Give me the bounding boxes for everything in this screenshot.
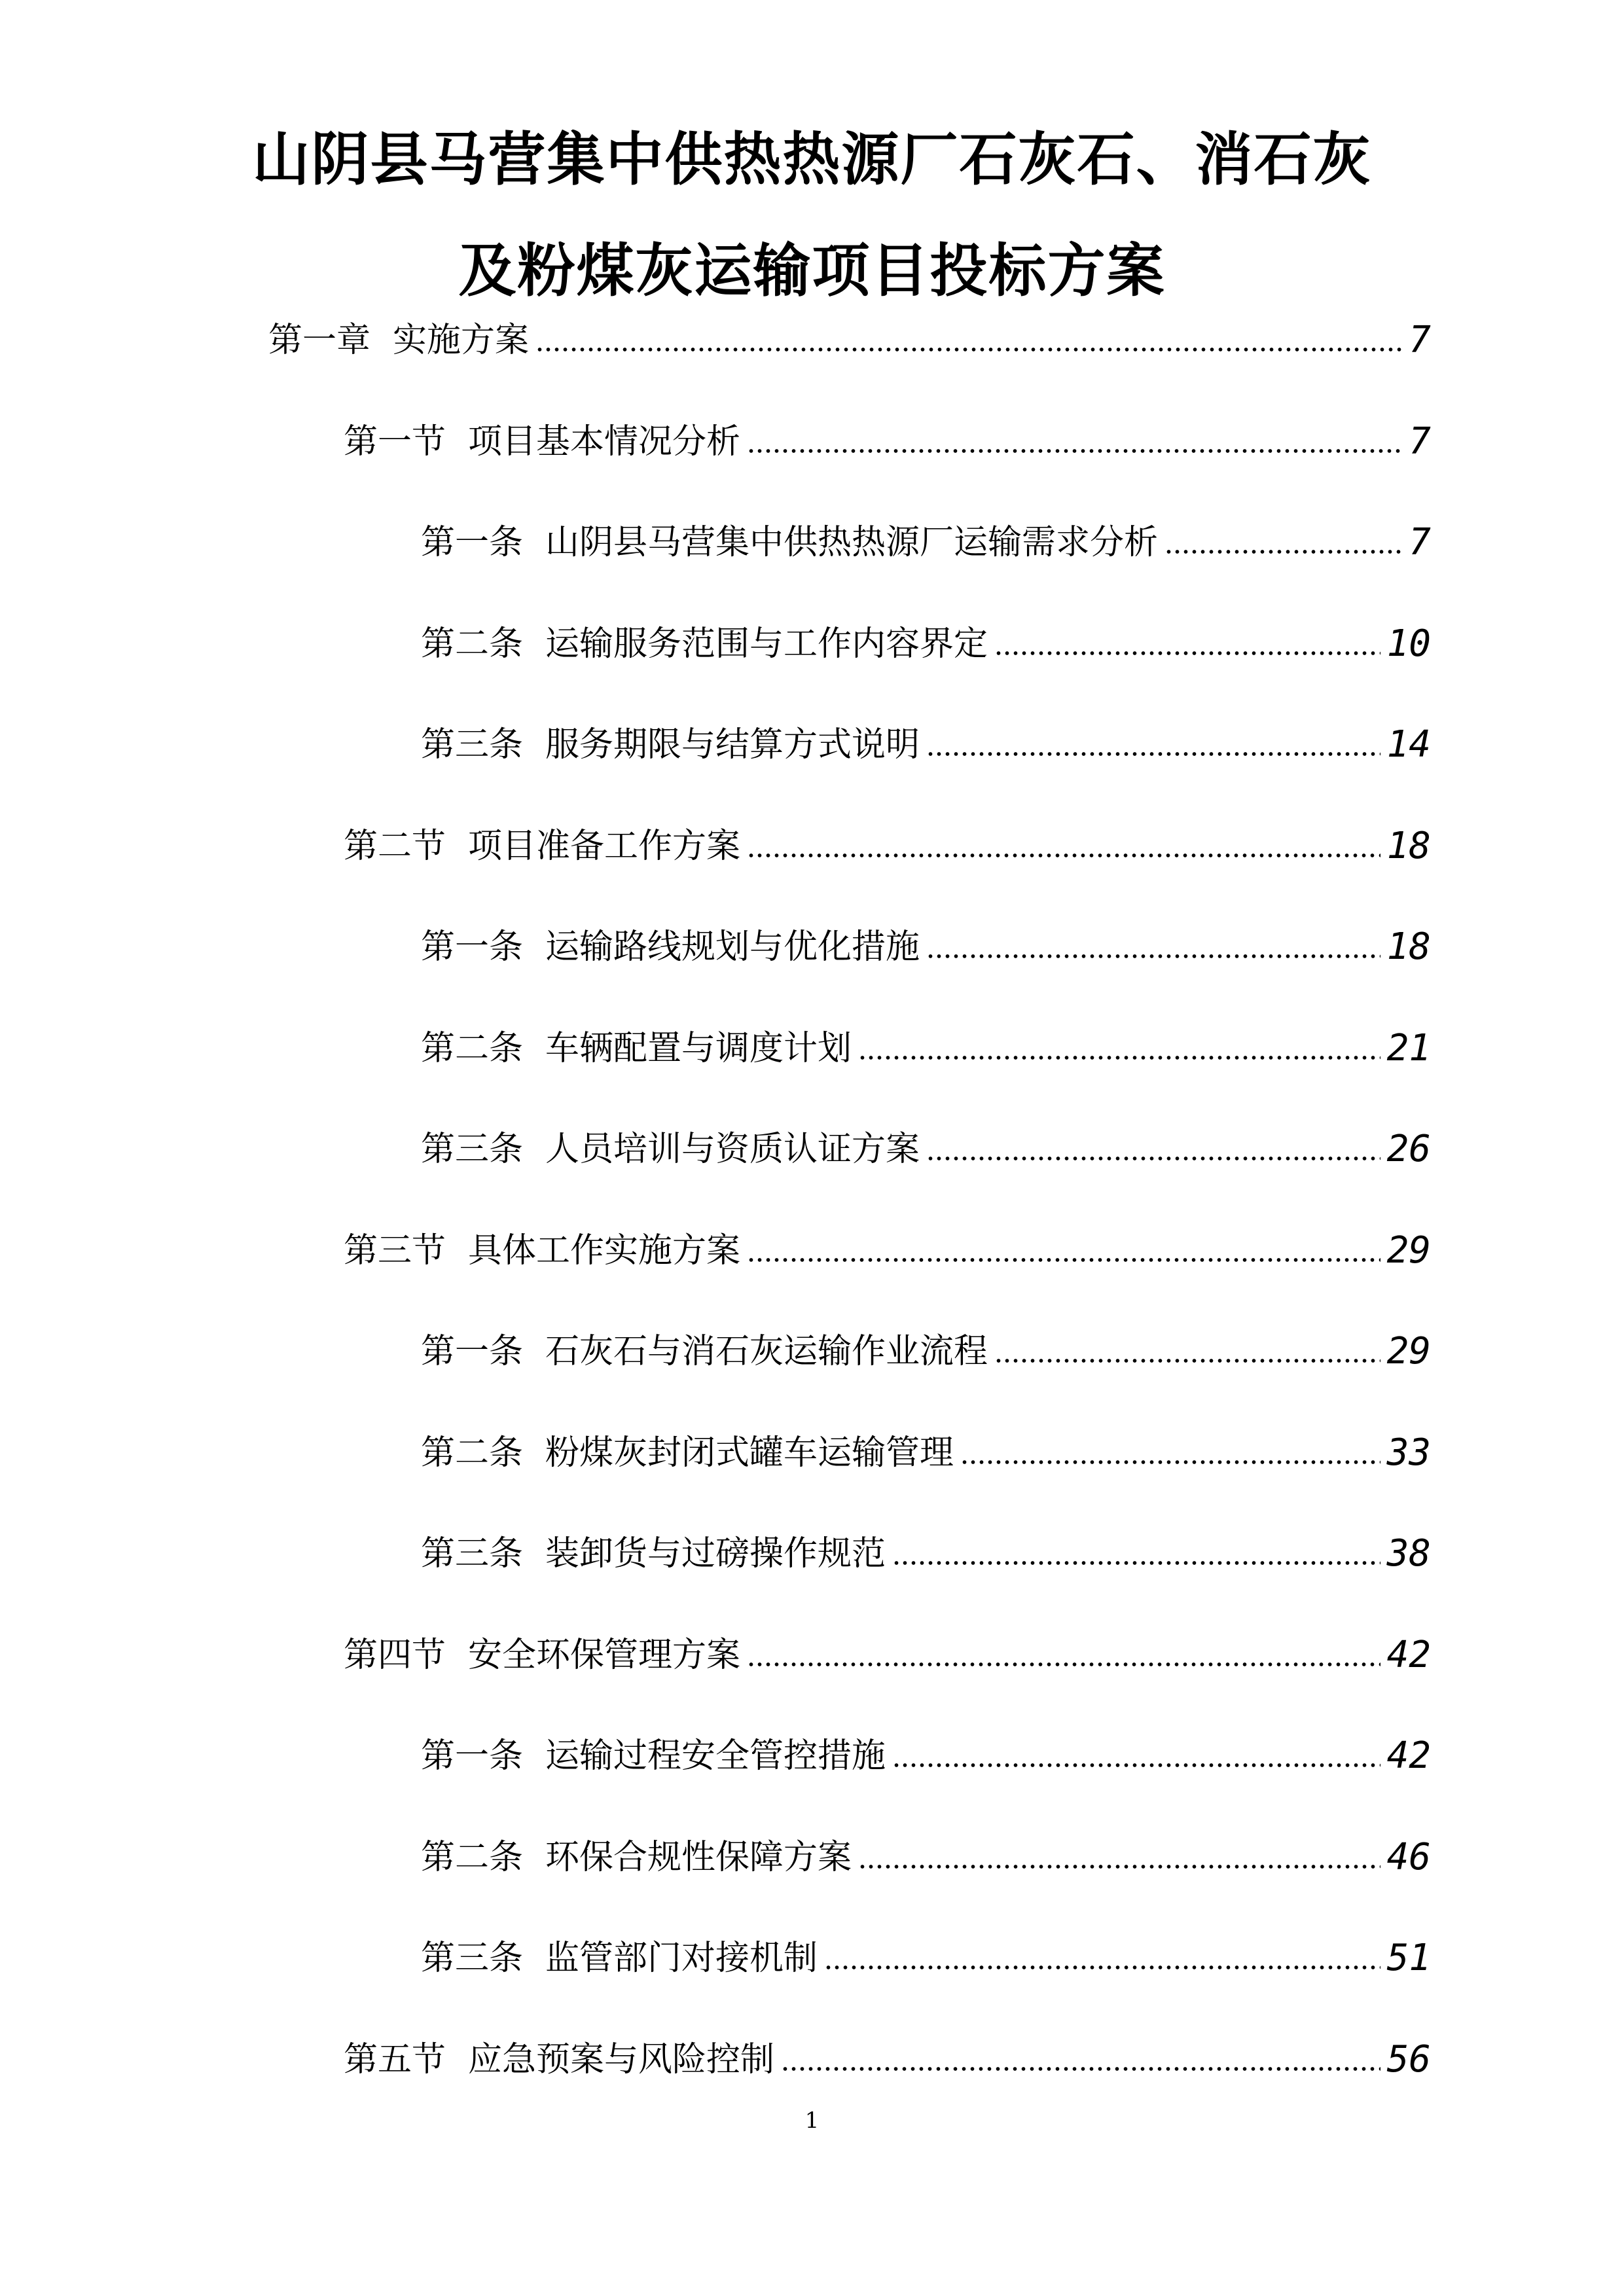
toc-entry[interactable]: [421, 1528, 1431, 1580]
toc-entry-title: 人员培训与资质认证方案: [545, 1130, 920, 1169]
toc-entry-title: 具体工作实施方案: [468, 1231, 741, 1270]
toc-entry-title: 安全环保管理方案: [468, 1636, 741, 1675]
toc-entry-title: 运输服务范围与工作内容界定: [545, 624, 988, 664]
toc-entry[interactable]: [421, 1022, 1431, 1075]
toc-leader-dots: [747, 448, 1402, 454]
toc-entry[interactable]: [421, 1427, 1431, 1479]
toc-entry[interactable]: [421, 1730, 1431, 1782]
toc-leader-dots: [892, 1560, 1380, 1566]
toc-entry-page: 7: [1409, 521, 1431, 564]
toc-entry-page: 33: [1386, 1431, 1431, 1474]
toc-entry-number: 第二条: [421, 1433, 524, 1473]
toc-leader-dots: [960, 1460, 1380, 1465]
toc-entry[interactable]: [344, 416, 1431, 468]
toc-entry-page: 18: [1386, 925, 1431, 968]
toc-entry-page: 56: [1386, 2038, 1431, 2081]
toc-entry-number: 第三条: [421, 1130, 524, 1169]
toc-entry-number: 第五节: [344, 2040, 446, 2079]
toc-leader-dots: [892, 1763, 1380, 1768]
toc-entry[interactable]: [421, 921, 1431, 973]
toc-entry[interactable]: [268, 314, 1431, 367]
toc-entry-title: 项目基本情况分析: [468, 422, 741, 461]
toc-leader-dots: [824, 1965, 1380, 1970]
toc-leader-dots: [747, 1257, 1380, 1263]
toc-leader-dots: [1164, 549, 1402, 554]
toc-entry[interactable]: [421, 719, 1431, 771]
toc-entry[interactable]: [421, 516, 1431, 569]
toc-entry-title: 实施方案: [393, 321, 530, 360]
toc-entry[interactable]: [344, 1629, 1431, 1681]
toc-entry-number: 第二条: [421, 624, 524, 664]
toc-entry-title: 应急预案与风险控制: [468, 2040, 775, 2079]
toc-entry-page: 42: [1386, 1634, 1431, 1676]
toc-entry-title: 运输路线规划与优化措施: [545, 927, 920, 967]
toc-entry-number: 第三条: [421, 1534, 524, 1573]
toc-entry-number: 第三条: [421, 1939, 524, 1978]
toc-leader-dots: [994, 651, 1380, 656]
toc-entry-page: 26: [1386, 1128, 1431, 1170]
toc-entry[interactable]: [344, 2034, 1431, 2086]
toc-leader-dots: [994, 1358, 1380, 1363]
toc-entry-title: 粉煤灰封闭式罐车运输管理: [545, 1433, 954, 1473]
toc-entry-page: 14: [1386, 723, 1431, 766]
page-number: 1: [804, 2108, 820, 2134]
toc-entry[interactable]: [421, 1325, 1431, 1378]
toc-entry[interactable]: [421, 1831, 1431, 1884]
toc-leader-dots: [926, 1156, 1380, 1161]
toc-entry-page: 18: [1386, 825, 1431, 867]
toc-leader-dots: [858, 1864, 1380, 1869]
toc-leader-dots: [926, 751, 1380, 757]
toc-entry[interactable]: [344, 1225, 1431, 1277]
toc-entry[interactable]: [421, 1123, 1431, 1175]
toc-entry-title: 监管部门对接机制: [545, 1939, 818, 1978]
toc-entry-page: 7: [1409, 319, 1431, 361]
toc-entry-title: 运输过程安全管控措施: [545, 1736, 886, 1776]
toc-entry-number: 第三条: [421, 725, 524, 764]
toc-entry-page: 38: [1386, 1532, 1431, 1575]
toc-entry-number: 第一条: [421, 523, 524, 562]
toc-entry-title: 车辆配置与调度计划: [545, 1029, 852, 1068]
toc-leader-dots: [858, 1055, 1380, 1060]
toc-entry-page: 29: [1386, 1330, 1431, 1372]
toc-entry-number: 第二节: [344, 827, 446, 866]
toc-entry-page: 42: [1386, 1734, 1431, 1777]
toc-entry[interactable]: [421, 1932, 1431, 1984]
toc-entry-number: 第二条: [421, 1838, 524, 1877]
toc-leader-dots: [535, 347, 1402, 352]
toc-entry-page: 29: [1386, 1229, 1431, 1272]
toc-entry-number: 第四节: [344, 1636, 446, 1675]
toc-entry-page: 21: [1386, 1027, 1431, 1069]
toc-entry[interactable]: [421, 618, 1431, 670]
document-title-line-1: 山阴县马营集中供热热源厂石灰石、消石灰: [252, 125, 1372, 193]
toc-entry-page: 7: [1409, 420, 1431, 463]
toc-entry-title: 装卸货与过磅操作规范: [545, 1534, 886, 1573]
toc-entry-number: 第一条: [421, 927, 524, 967]
toc-entry-number: 第二条: [421, 1029, 524, 1068]
toc-entry-page: 51: [1386, 1937, 1431, 1979]
toc-entry-title: 服务期限与结算方式说明: [545, 725, 920, 764]
toc-entry-title: 环保合规性保障方案: [545, 1838, 852, 1877]
toc-entry-number: 第一章: [268, 321, 371, 360]
toc-entry-number: 第一节: [344, 422, 446, 461]
toc-entry-number: 第一条: [421, 1332, 524, 1371]
toc-entry-title: 石灰石与消石灰运输作业流程: [545, 1332, 988, 1371]
toc-entry[interactable]: [344, 820, 1431, 872]
toc-entry-title: 山阴县马营集中供热热源厂运输需求分析: [545, 523, 1159, 562]
toc-leader-dots: [747, 853, 1380, 858]
toc-entry-title: 项目准备工作方案: [468, 827, 741, 866]
toc-entry-page: 10: [1386, 622, 1431, 665]
document-title-line-2: 及粉煤灰运输项目投标方案: [458, 236, 1166, 304]
toc-entry-number: 第一条: [421, 1736, 524, 1776]
toc-leader-dots: [781, 2066, 1380, 2072]
toc-leader-dots: [747, 1662, 1380, 1667]
toc-leader-dots: [926, 954, 1380, 959]
toc-entry-number: 第三节: [344, 1231, 446, 1270]
toc-entry-page: 46: [1386, 1836, 1431, 1878]
